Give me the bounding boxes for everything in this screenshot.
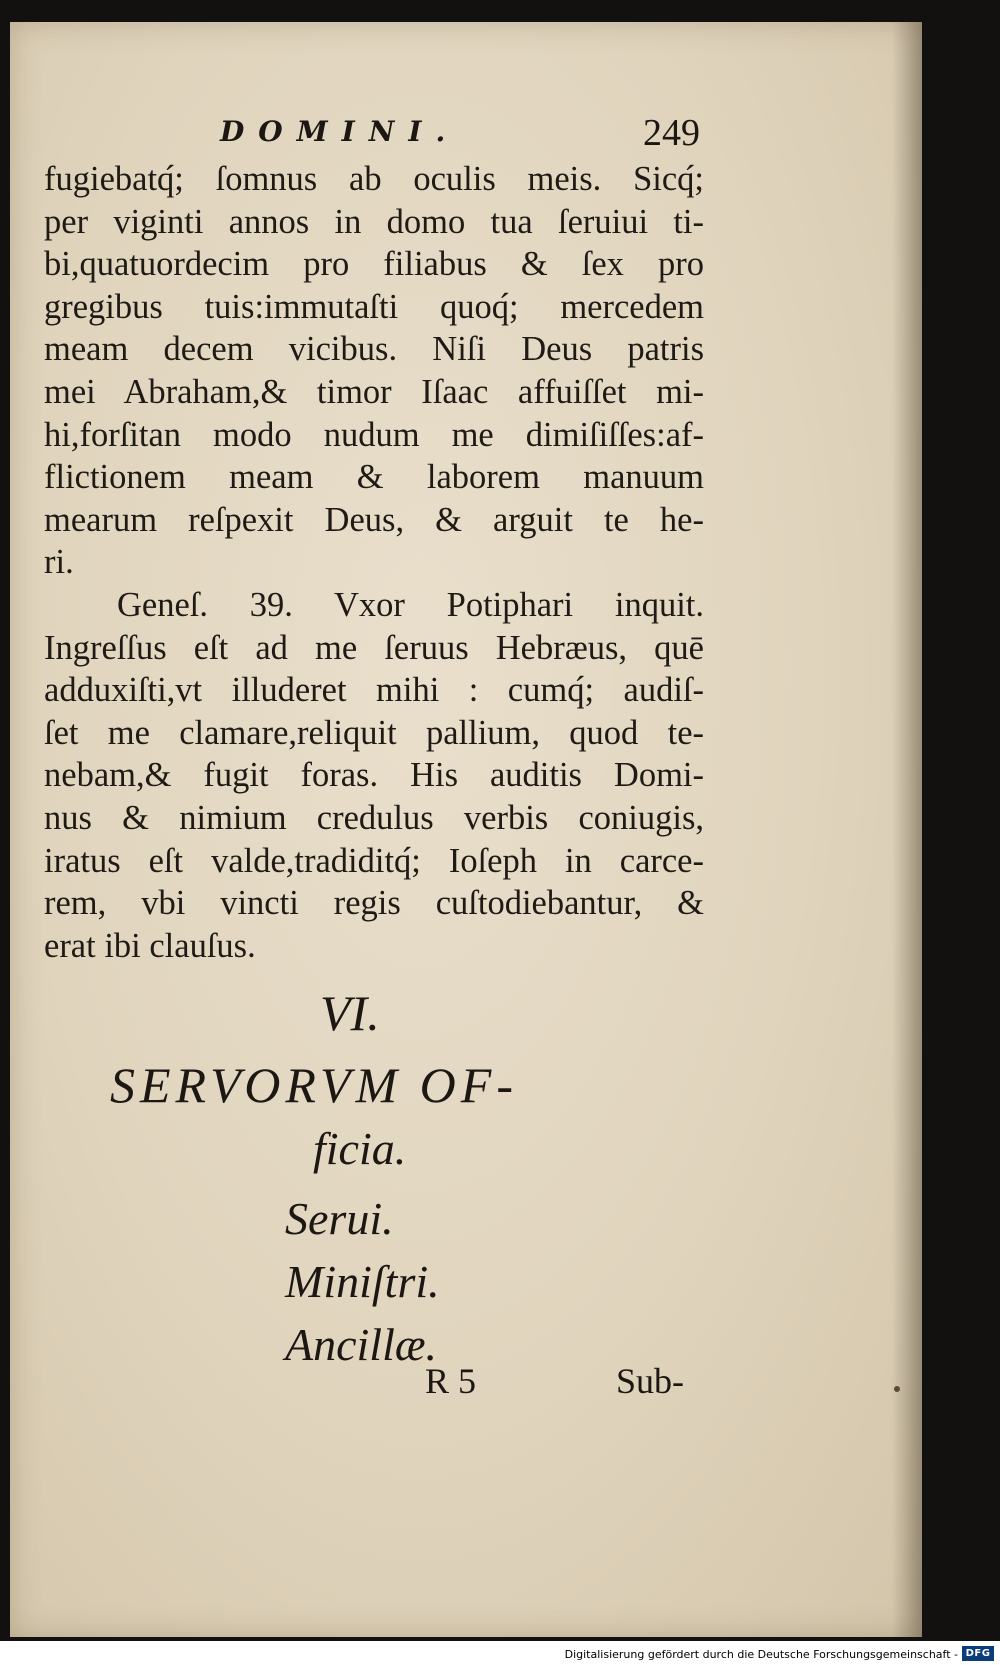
signature-mark: R 5 [425,1361,477,1401]
running-head [220,112,700,159]
page-number: 249 [643,112,700,154]
catchword: Sub- [616,1361,685,1401]
footer-bar [0,1641,1000,1665]
running-head-title: DOMINI. [220,115,460,148]
body-text [44,158,704,967]
text-line: ſet me clamare,reliquit pallium, quod te- [44,713,704,752]
footer-credit: Digitalisierung gefördert durch die Deutsche Forschungsgemeinschaft - [564,1648,958,1661]
text-line: erat ibi clauſus. [44,926,256,965]
text-line: ri. [44,543,74,582]
section-number: VI. [320,985,380,1041]
list-item: Serui. [285,1193,394,1244]
dfg-logo-icon: DFG [962,1646,994,1661]
paper-speck [894,1386,900,1392]
text-line: gregibus tuis:immutaſti quoq́; mercedem [44,287,704,326]
section-list [285,1187,440,1376]
text-line: rem, vbi vincti regis cuſtodiebantur, & [44,884,704,923]
list-item: Miniſtri. [285,1256,440,1307]
text-line: Ingreſſus eſt ad me ſeruus Hebræus, quē [44,628,704,667]
text-line: adduxiſti,vt illuderet mihi : cumq́; audiſ- [44,671,704,710]
text-line: iratus eſt valde,tradiditq́; Ioſeph in carce- [44,841,704,880]
text-line: flictionem meam & laborem manuum [44,458,704,497]
book-page [10,22,922,1637]
section-title: SERVORVM OF- [110,1057,518,1113]
text-line: mei Abraham,& timor Iſaac affuiſſet mi- [44,372,704,411]
text-line: nebam,& fugit foras. His auditis Domi- [44,756,704,795]
text-line: mearum reſpexit Deus, & arguit te he- [44,500,704,539]
text-line: Geneſ. 39. Vxor Potiphari inquit. [117,585,704,624]
section-title-continuation: ficia. [313,1123,407,1174]
text-line: per viginti annos in domo tua ſeruiui ti- [44,202,704,241]
text-line: meam decem vicibus. Niſi Deus patris [44,330,704,369]
text-line: nus & nimium credulus verbis coniugis, [44,798,704,837]
text-line: hi,forſitan modo nudum me dimiſiſſes:af- [44,415,704,454]
text-line: fugiebatq́; ſomnus ab oculis meis. Sicq́; [44,160,704,198]
list-item: Ancillæ. [285,1319,438,1370]
text-line: bi,quatuordecim pro filiabus & ſex pro [44,245,704,284]
